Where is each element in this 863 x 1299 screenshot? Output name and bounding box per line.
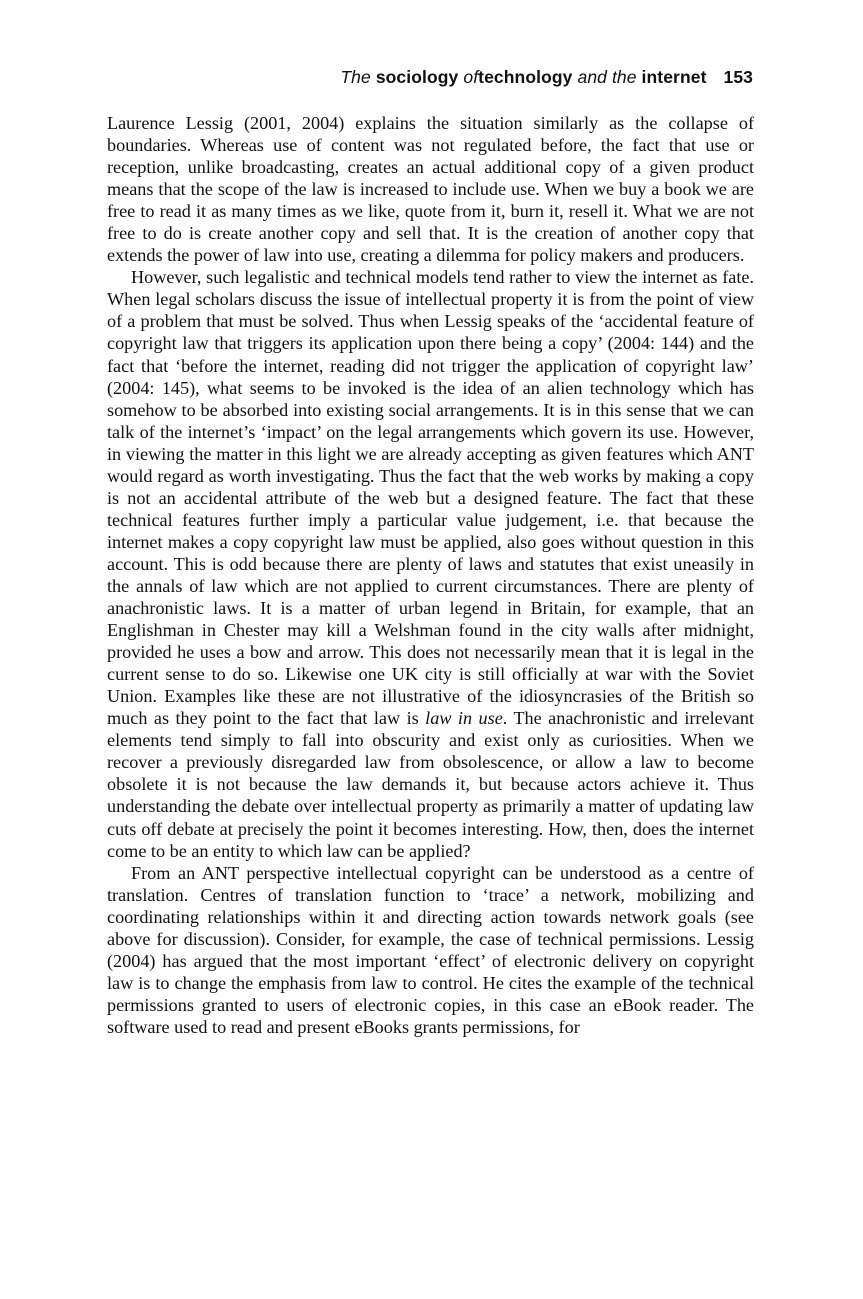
running-head-internet: internet [641,67,707,87]
page-number: 153 [723,67,753,87]
running-head [340,62,753,92]
paragraph-2-emphasis: law in use [425,708,503,729]
paragraph-1: Laurence Lessig (2001, 2004) explains the situation similarly as the collapse of boundaries. Whereas use of content was not regulated before, the fact that use or reception, unlike broadcasting, creates an actual additional copy of a given product means that the scope of the law is increased to include use. When we buy a book we are free to read it as many times as we like, quote from it, burn it, resell it. What we are not free to do is create another copy and sell that. It is the creation of another copy that extends the power of law into use, creating a dilemma for policy makers and producers. [107,113,754,266]
body-text [107,112,754,1038]
paragraph-2-text-after: . The anachronistic and irrelevant elements tend simply to fall into obscurity and exist only as curiosities. When we recover a previously disregarded law from obsolescence, or allow a law to become obsolete it is not because the law demands it, but because actors achieve it. Thus understanding the debate over intellectual property as primarily a matter of updating law cuts off debate at precisely the point it becomes interesting. How, then, does the internet come to be an entity to which law can be applied? [107,708,755,861]
paragraph-3: From an ANT perspective intellectual copyright can be understood as a centre of translation. Centres of translation function to ‘trace’ a network, mobilizing and coordinating relationships within it and directing action towards network goals (see above for discussion). Consider, for example, the case of technical permissions. Lessig (2004) has argued that the most important ‘effect’ of electronic delivery on copyright law is to change the emphasis from law to control. He cites the example of the technical permissions granted to users of electronic copies, in this case an eBook reader. The software used to read and present eBooks grants permissions, for [107,862,754,1037]
paragraph-2 [107,266,754,861]
running-head-technology: technology [478,67,573,87]
running-head-of: of [463,67,479,87]
running-head-and-the: and the [577,67,637,87]
running-head-the: The [340,67,371,87]
paragraph-2-text-before: However, such legalistic and technical models tend rather to view the internet as fate. When legal scholars discuss the issue of intellectual property it is from the point of view of a problem that must be solved. Thus when Lessig speaks of the ‘accidental feature of copyright law that triggers its application upon there being a copy’ (2004: 144) and the fact that ‘before the internet, reading did not trigger the application of copyright law’ (2004: 145), what seems to be invoked is the idea of an alien technology which has somehow to be absorbed into existing social arrangements. It is in this sense that we can talk of the internet’s ‘impact’ on the legal arrangements which govern its use. However, in viewing the matter in this light we are already accepting as given features which ANT would regard as worth investigating. Thus the fact that the web works by making a copy is not an accidental attribute of the web but a designed feature. The fact that these technical features further imply a particular value judgement, i.e. that because the internet makes a copy copyright law must be applied, also goes without question in this account. This is odd because there are plenty of laws and statutes that exist uneasily in the annals of law which are not applied to current circumstances. There are plenty of anachronistic laws. It is a matter of urban legend in Britain, for example, that an Englishman in Chester may kill a Welshman found in the city walls after midnight, provided he uses a bow and arrow. This does not necessarily mean that it is legal in the current sense to do so. Likewise one UK city is still officially at war with the Soviet Union. Examples like these are not illustrative of the idiosyncrasies of the British so much as they point to the fact that law is [107,267,754,729]
running-head-sociology: sociology [375,67,459,87]
